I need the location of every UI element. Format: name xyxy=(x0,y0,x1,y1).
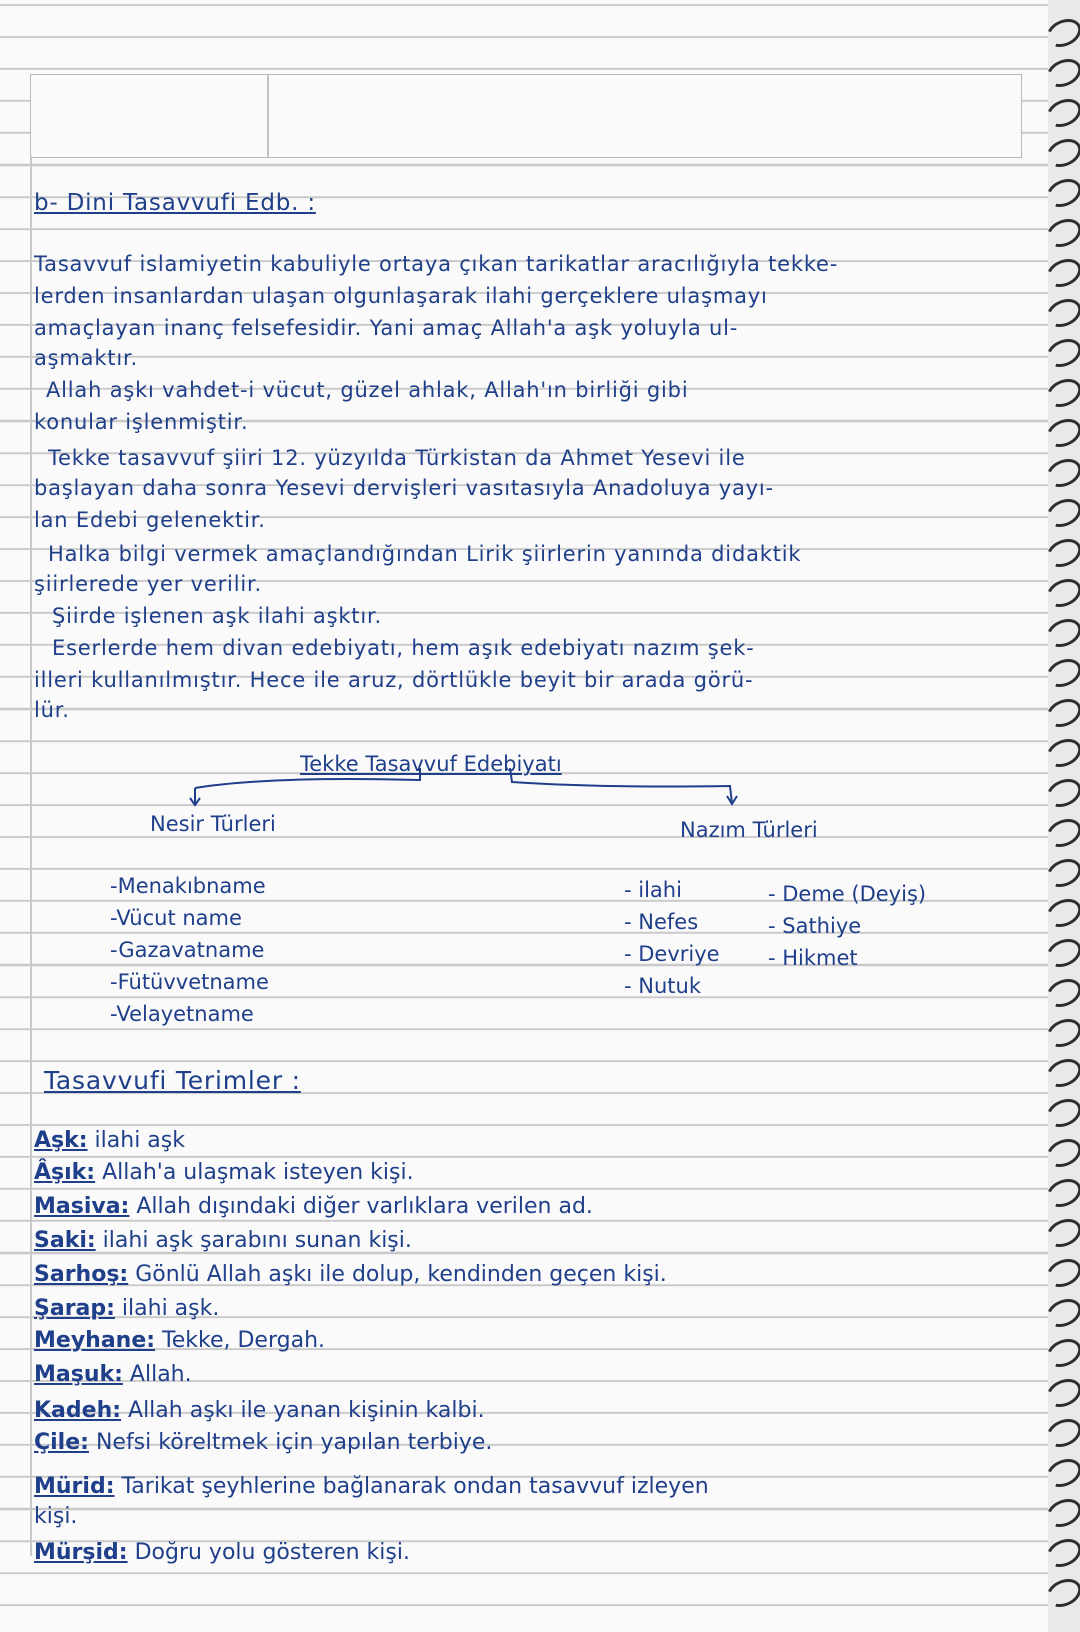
spiral-ring xyxy=(1042,494,1080,533)
list-item: -Vücut name xyxy=(110,906,242,930)
nazim-list-col2 xyxy=(768,882,926,978)
term-value: ilahi aşk şarabını sunan kişi. xyxy=(95,1228,412,1253)
term-value: Doğru yolu gösteren kişi. xyxy=(127,1540,410,1565)
spiral-ring xyxy=(1042,174,1080,213)
term-key: Şarap: xyxy=(34,1296,115,1321)
spiral-ring xyxy=(1042,574,1080,613)
paragraph-line: Tekke tasavvuf şiiri 12. yüzyılda Türkistan da Ahmet Yesevi ile xyxy=(48,446,746,470)
spiral-ring xyxy=(1042,1134,1080,1173)
spiral-ring xyxy=(1042,734,1080,773)
paragraph-line: Şiirde işlenen aşk ilahi aşktır. xyxy=(52,604,382,628)
term-row xyxy=(34,1296,219,1321)
spiral-ring xyxy=(1042,214,1080,253)
term-value: Allah. xyxy=(122,1362,192,1387)
nesir-heading: Nesir Türleri xyxy=(150,812,276,836)
nazim-list-col1 xyxy=(624,878,720,1006)
spiral-ring xyxy=(1042,694,1080,733)
spiral-ring xyxy=(1042,774,1080,813)
spiral-ring xyxy=(1042,254,1080,293)
term-value: ilahi aşk xyxy=(87,1128,185,1153)
spiral-ring xyxy=(1042,814,1080,853)
term-value: Allah'a ulaşmak isteyen kişi. xyxy=(95,1160,414,1185)
spiral-ring xyxy=(1042,1454,1080,1493)
spiral-ring xyxy=(1042,334,1080,373)
spiral-ring xyxy=(1042,1174,1080,1213)
term-key: Meyhane: xyxy=(34,1328,156,1353)
term-row xyxy=(34,1328,325,1353)
term-value: ilahi aşk. xyxy=(114,1296,220,1321)
term-key: Maşuk: xyxy=(34,1362,123,1387)
spiral-ring xyxy=(1042,1094,1080,1133)
term-key: Mürşid: xyxy=(34,1540,128,1565)
paragraph-line: Eserlerde hem divan edebiyatı, hem aşık edebiyatı nazım şek- xyxy=(52,636,755,660)
spiral-ring xyxy=(1042,1254,1080,1293)
spiral-ring xyxy=(1042,374,1080,413)
spiral-ring xyxy=(1042,854,1080,893)
spiral-ring xyxy=(1042,1414,1080,1453)
spiral-ring xyxy=(1042,1054,1080,1093)
term-key: Mürid: xyxy=(34,1474,115,1499)
spiral-ring xyxy=(1042,654,1080,693)
nesir-list xyxy=(110,874,269,1034)
term-row xyxy=(34,1262,667,1287)
term-key: Saki: xyxy=(34,1228,96,1253)
term-value: Allah aşkı ile yanan kişinin kalbi. xyxy=(121,1398,485,1423)
spiral-ring xyxy=(1042,414,1080,453)
paragraph-line: amaçlayan inanç felsefesidir. Yani amaç Allah'a aşk yoluyla ul- xyxy=(34,316,739,340)
list-item: - Sathiye xyxy=(768,914,862,938)
term-key: Âşık: xyxy=(34,1160,96,1185)
term-row xyxy=(34,1362,192,1387)
term-value: Tarikat şeyhlerine bağlanarak ondan tasavvuf izleyen xyxy=(114,1474,709,1499)
term-key: Aşk: xyxy=(34,1128,88,1153)
term-row xyxy=(34,1160,414,1185)
header-divider xyxy=(267,75,269,157)
list-item: - Nefes xyxy=(624,910,699,934)
spiral-ring xyxy=(1042,1494,1080,1533)
spiral-ring xyxy=(1042,534,1080,573)
paragraph-line: lerden insanlardan ulaşan olgunlaşarak ilahi gerçeklere ulaşmayı xyxy=(34,284,768,308)
spiral-ring xyxy=(1042,894,1080,933)
arrow-down-icon xyxy=(190,788,200,805)
spiral-ring xyxy=(1042,14,1080,53)
paragraph-line: başlayan daha sonra Yesevi dervişleri vasıtasıyla Anadoluya yayı- xyxy=(34,476,774,500)
spiral-ring xyxy=(1042,54,1080,93)
term-key: Sarhoş: xyxy=(34,1262,129,1287)
term-row xyxy=(34,1128,185,1153)
header-box xyxy=(30,74,1022,158)
nazim-heading: Nazım Türleri xyxy=(680,818,818,842)
term-row xyxy=(34,1194,593,1219)
list-item: - Deme (Deyiş) xyxy=(768,882,927,906)
terms-title: Tasavvufi Terimler : xyxy=(44,1066,301,1095)
connector-right xyxy=(510,768,732,804)
term-key: Çile: xyxy=(34,1430,89,1455)
term-row xyxy=(34,1540,410,1565)
paragraph-line: Allah aşkı vahdet-i vücut, güzel ahlak, Allah'ın birliği gibi xyxy=(46,378,689,402)
spiral-ring xyxy=(1042,454,1080,493)
term-value: Tekke, Dergah. xyxy=(155,1328,326,1353)
spiral-ring xyxy=(1042,1334,1080,1373)
term-row xyxy=(34,1228,412,1253)
spiral-binding xyxy=(1040,0,1080,1632)
paragraph-line: Halka bilgi vermek amaçlandığından Lirik şiirlerin yanında didaktik xyxy=(48,542,802,566)
paragraph-line: lür. xyxy=(34,698,70,722)
term-row xyxy=(34,1430,492,1455)
paragraph-line: şiirlerede yer verilir. xyxy=(34,572,262,596)
term-row xyxy=(34,1504,77,1529)
term-value: Nefsi köreltmek için yapılan terbiye. xyxy=(88,1430,493,1455)
spiral-ring xyxy=(1042,974,1080,1013)
spiral-ring xyxy=(1042,1534,1080,1573)
spiral-ring xyxy=(1042,614,1080,653)
term-value: Gönlü Allah aşkı ile dolup, kendinden geçen kişi. xyxy=(128,1262,667,1287)
spiral-ring xyxy=(1042,934,1080,973)
list-item: - Nutuk xyxy=(624,974,701,998)
diagram-title: Tekke Tasavvuf Edebiyatı xyxy=(300,752,562,776)
term-key: Kadeh: xyxy=(34,1398,122,1423)
paragraph-line: illeri kullanılmıştır. Hece ile aruz, dörtlükle beyit bir arada görü- xyxy=(34,668,754,692)
spiral-ring xyxy=(1042,1574,1080,1613)
paragraph-line: aşmaktır. xyxy=(34,346,138,370)
list-item: -Velayetname xyxy=(110,1002,254,1026)
list-item: - ilahi xyxy=(624,878,682,902)
spiral-ring xyxy=(1042,1294,1080,1333)
paragraph-line: konular işlenmiştir. xyxy=(34,410,249,434)
term-row xyxy=(34,1398,485,1423)
list-item: -Gazavatname xyxy=(110,938,265,962)
term-value: kişi. xyxy=(34,1504,78,1529)
term-key: Masiva: xyxy=(34,1194,130,1219)
spiral-ring xyxy=(1042,1214,1080,1253)
list-item: -Fütüvvetname xyxy=(110,970,269,994)
list-item: -Menakıbname xyxy=(110,874,266,898)
connector-left xyxy=(195,768,420,788)
spiral-ring xyxy=(1042,1374,1080,1413)
spiral-ring xyxy=(1042,94,1080,133)
paragraph-line: Tasavvuf islamiyetin kabuliyle ortaya çıkan tarikatlar aracılığıyla tekke- xyxy=(34,252,839,276)
term-value: Allah dışındaki diğer varlıklara verilen ad. xyxy=(129,1194,593,1219)
term-row xyxy=(34,1474,709,1499)
paragraph-line: lan Edebi gelenektir. xyxy=(34,508,266,532)
list-item: - Hikmet xyxy=(768,946,858,970)
spiral-ring xyxy=(1042,134,1080,173)
margin-line xyxy=(30,156,32,1556)
spiral-ring xyxy=(1042,1014,1080,1053)
section-title: b- Dini Tasavvufi Edb. : xyxy=(34,190,316,216)
spiral-ring xyxy=(1042,294,1080,333)
list-item: - Devriye xyxy=(624,942,720,966)
